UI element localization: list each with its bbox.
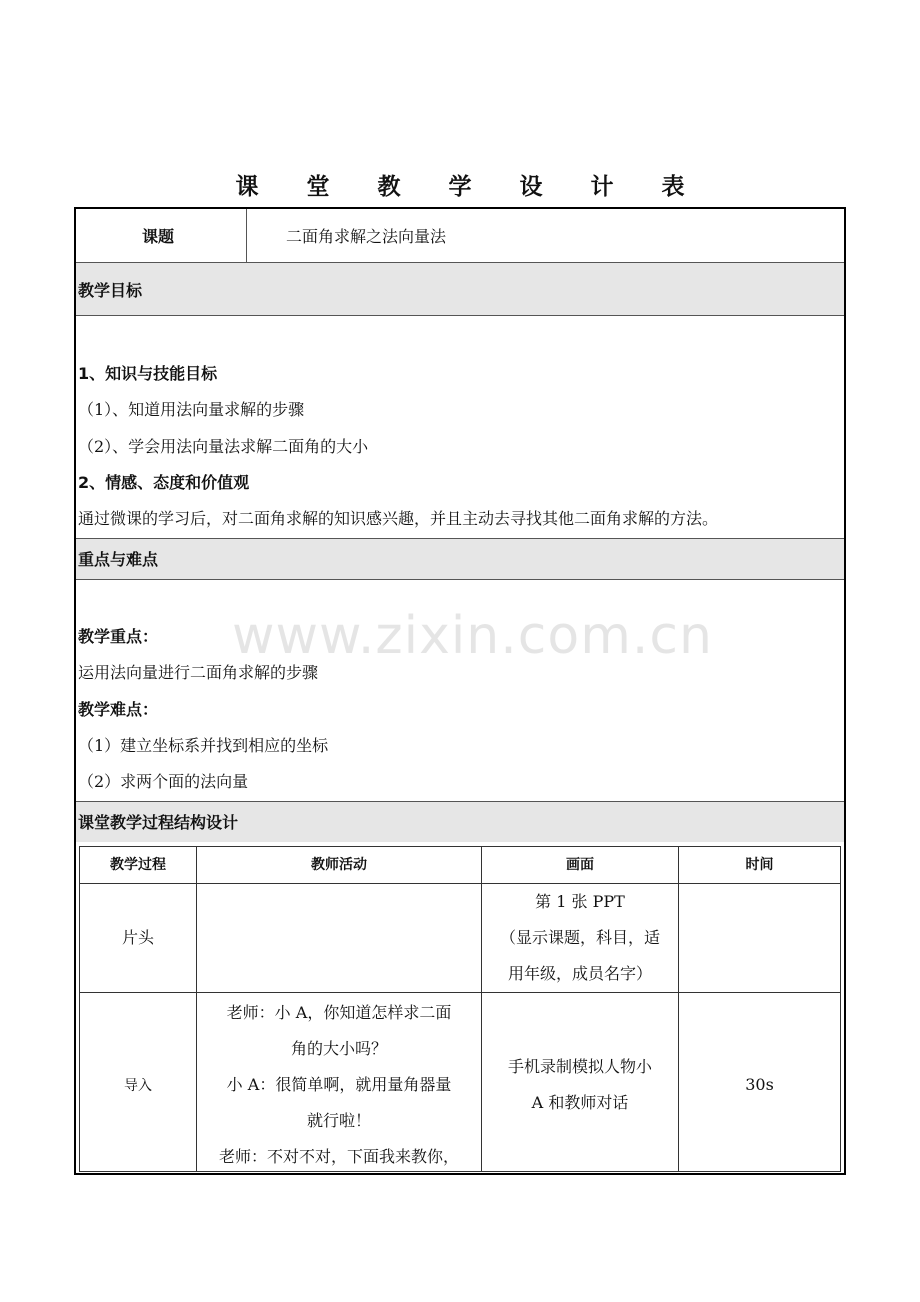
- objective-line: 通过微课的学习后，对二面角求解的知识感兴趣，并且主动去寻找其他二面角求解的方法。: [78, 509, 719, 528]
- column-header: 时间: [745, 857, 774, 873]
- row-divider: [80, 883, 840, 884]
- keypoints-heading-bg: [76, 539, 844, 579]
- screen-line: （显示课题，科目，适: [499, 928, 660, 947]
- stage-cell: 片头: [121, 928, 154, 947]
- row-divider: [76, 262, 844, 263]
- objective-line: （2）、学会用法向量法求解二面角的大小: [78, 437, 369, 456]
- objective-line: （1）、知道用法向量求解的步骤: [78, 400, 305, 419]
- teacher-line: 就行啦！: [306, 1111, 371, 1130]
- process-heading: 课堂教学过程结构设计: [78, 813, 239, 832]
- subject-label: 课题: [142, 227, 175, 246]
- subject-value: 二面角求解之法向量法: [286, 227, 447, 246]
- row-divider: [76, 579, 844, 580]
- screen-line: 手机录制模拟人物小: [507, 1057, 652, 1076]
- objectives-heading: 教学目标: [78, 281, 143, 300]
- column-header: 教师活动: [311, 857, 367, 873]
- keypoint-line: 教学难点：: [78, 700, 159, 719]
- keypoints-heading: 重点与难点: [78, 550, 159, 569]
- keypoint-line: （2）求两个面的法向量: [78, 772, 249, 791]
- design-table: [74, 207, 846, 1175]
- process-table: [79, 846, 841, 1172]
- column-header: 画面: [566, 857, 594, 873]
- keypoint-line: 运用法向量进行二面角求解的步骤: [78, 663, 319, 682]
- objective-line: 1、知识与技能目标: [78, 364, 218, 383]
- col-divider: [678, 847, 679, 1171]
- watermark: www.zixin.com.cn: [232, 606, 713, 666]
- objective-line: 2、情感、态度和价值观: [78, 473, 250, 492]
- objectives-heading-bg: [76, 263, 844, 315]
- screen-line: A 和教师对话: [531, 1093, 629, 1112]
- time-cell: 30s: [745, 1075, 774, 1094]
- teacher-line: 老师：小 A，你知道怎样求二面: [226, 1003, 452, 1022]
- keypoint-line: 教学重点：: [78, 627, 159, 646]
- stage-cell: 导入: [124, 1078, 152, 1094]
- teacher-line: 老师：不对不对，下面我来教你，: [218, 1147, 459, 1166]
- screen-line: 第 1 张 PPT: [535, 892, 625, 911]
- teacher-line: 小 A：很简单啊，就用量角器量: [226, 1075, 452, 1094]
- header-divider: [246, 209, 247, 262]
- screen-line: 用年级，成员名字）: [507, 964, 652, 983]
- column-header: 教学过程: [110, 857, 166, 873]
- keypoint-line: （1）建立坐标系并找到相应的坐标: [78, 736, 329, 755]
- row-divider: [76, 315, 844, 316]
- row-divider: [80, 992, 840, 993]
- page-title: 课 堂 教 学 设 计 表: [235, 173, 705, 200]
- teacher-line: 角的大小吗？: [290, 1039, 387, 1058]
